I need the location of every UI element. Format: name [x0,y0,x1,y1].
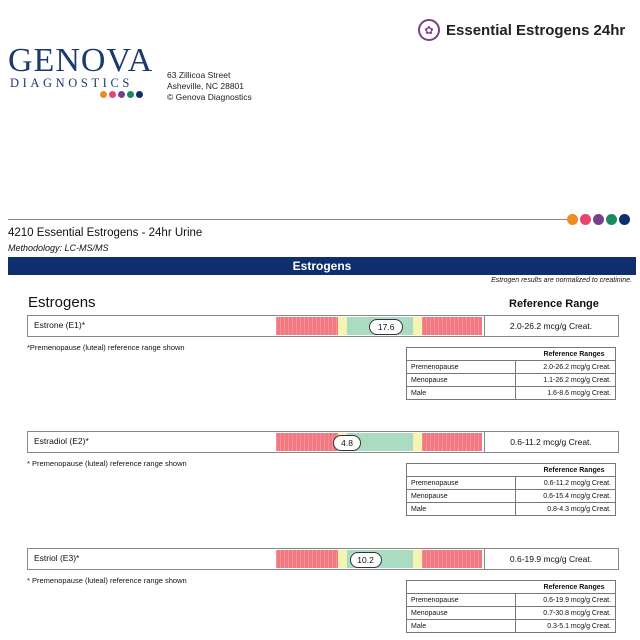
row-separator [484,432,485,452]
table-label: Menopause [407,374,516,387]
reference-range-value: 0.6-11.2 mcg/g Creat. [510,437,592,447]
range-bar [276,317,482,335]
report-title: 4210 Essential Estrogens - 24hr Urine [8,227,203,239]
address-line: © Genova Diagnostics [167,92,252,102]
table-label: Menopause [407,607,516,620]
table-header: Reference Ranges [407,464,616,477]
table-value: 0.6-11.2 mcg/g Creat. [516,477,616,490]
table-label: Male [407,503,516,516]
range-segment-borderline-low [338,550,347,568]
lab-address [167,70,252,103]
result-row-estradiol [27,431,619,453]
table-row [407,503,616,516]
normalization-note: Estrogen results are normalized to creatinine. [491,277,632,284]
test-badge [418,19,625,41]
result-row-estriol [27,548,619,570]
address-line: 63 Zillicoa Street [167,70,231,80]
methodology: Methodology: LC-MS/MS [8,243,109,253]
logo-dot [136,91,143,98]
table-value: 2.0-26.2 mcg/g Creat. [516,361,616,374]
table-value: 1.6-8.6 mcg/g Creat. [516,387,616,400]
logo-dot [100,91,107,98]
table-value: 1.1-26.2 mcg/g Creat. [516,374,616,387]
genova-logo-wordmark: GENOVA [8,42,154,79]
range-bar [276,433,482,451]
range-segment-high [422,550,482,568]
reference-range-value: 0.6-19.9 mcg/g Creat. [509,554,593,564]
table-row [407,620,616,633]
table-row [407,374,616,387]
table-value: 0.6-19.9 mcg/g Creat. [516,594,616,607]
table-value: 0.7-30.8 mcg/g Creat. [516,607,616,620]
divider [8,219,568,220]
table-row [407,490,616,503]
section-banner: Estrogens [8,257,636,275]
reference-ranges-table [406,580,616,633]
table-value: 0.8-4.3 mcg/g Creat. [516,503,616,516]
table-label: Menopause [407,490,516,503]
logo-dot [127,91,134,98]
table-row [407,607,616,620]
range-segment-borderline-high [413,433,422,451]
flower-icon: ✿ [418,19,440,41]
result-value: 4.8 [333,435,361,451]
table-row [407,477,616,490]
row-separator [484,316,485,336]
reference-range-value: 2.0-26.2 mcg/g Creat. [509,321,593,331]
range-segment-low [276,433,338,451]
table-row [407,361,616,374]
table-label: Premenopause [407,594,516,607]
table-header: Reference Ranges [407,348,616,361]
reference-note: * Premenopause (luteal) reference range shown [27,459,187,468]
range-segment-low [276,550,338,568]
header-dot [567,214,578,225]
result-value: 17.6 [369,319,403,335]
address-line: Asheville, NC 28801 [167,81,245,91]
table-value: 0.6-15.4 mcg/g Creat. [516,490,616,503]
range-bar [276,550,482,568]
reference-range-heading: Reference Range [509,298,599,310]
result-value: 10.2 [350,552,382,568]
analyte-name: Estradiol (E2)* [34,436,89,446]
analyte-name: Estrone (E1)* [34,320,86,330]
reference-ranges-table [406,347,616,400]
range-segment-low [276,317,338,335]
logo-dots [100,91,143,98]
table-row [407,594,616,607]
row-separator [484,549,485,569]
header-dot [593,214,604,225]
table-label: Male [407,387,516,400]
range-segment-borderline-high [413,317,422,335]
genova-logo-subtitle: DIAGNOSTICS [10,76,133,90]
range-segment-high [422,433,482,451]
header-dots [567,214,630,225]
test-name: Essential Estrogens 24hr [446,21,626,39]
reference-note: *Premenopause (luteal) reference range shown [27,343,185,352]
table-label: Premenopause [407,361,516,374]
table-row [407,387,616,400]
range-segment-high [422,317,482,335]
header-dot [580,214,591,225]
range-segment-borderline-low [338,317,347,335]
analyte-name: Estriol (E3)* [34,553,80,563]
range-segment-borderline-high [413,550,422,568]
table-label: Premenopause [407,477,516,490]
header-dot [619,214,630,225]
header-dot [606,214,617,225]
logo-dot [109,91,116,98]
table-label: Male [407,620,516,633]
reference-ranges-table [406,463,616,516]
table-value: 0.3-5.1 mcg/g Creat. [516,620,616,633]
table-header: Reference Ranges [407,581,616,594]
reference-note: * Premenopause (luteal) reference range shown [27,576,187,585]
result-row-estrone [27,315,619,337]
section-title: Estrogens [28,294,96,311]
logo-dot [118,91,125,98]
